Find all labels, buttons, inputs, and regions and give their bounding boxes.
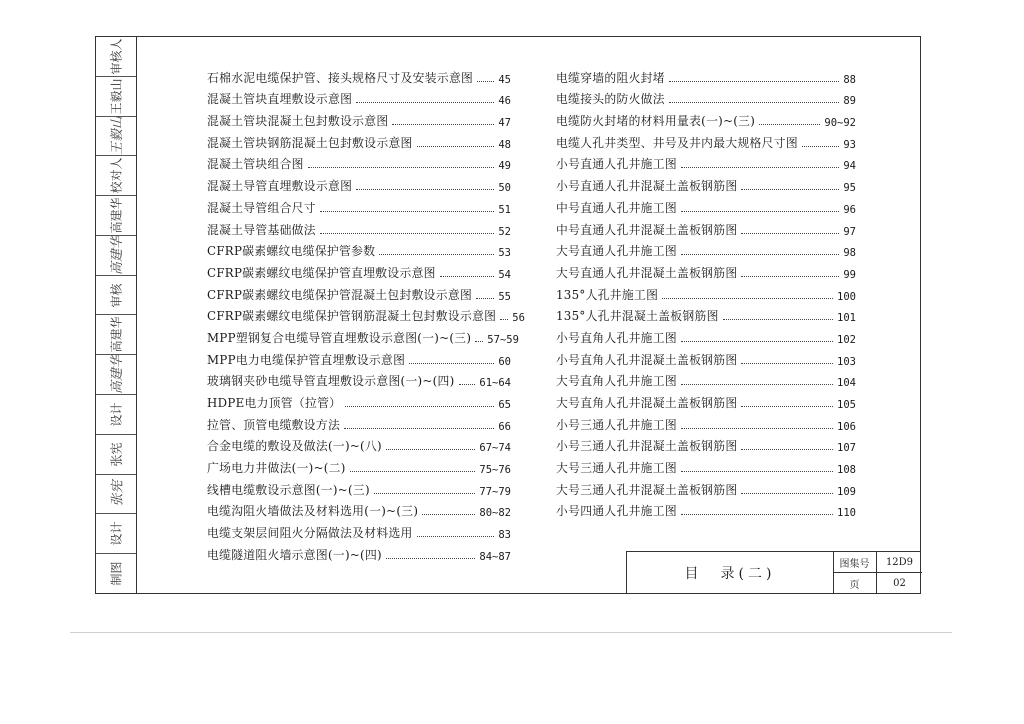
approval-cell <box>96 395 136 435</box>
approval-cell <box>96 554 136 593</box>
toc-entry <box>207 346 511 368</box>
toc-entry-page: 48 <box>498 138 511 151</box>
toc-entry-title: 小号三通人孔井混凝土盖板钢筋图 <box>556 439 738 454</box>
dot-leader <box>741 363 833 364</box>
dot-leader <box>681 471 833 472</box>
dot-leader <box>392 124 494 125</box>
dot-leader <box>386 558 475 559</box>
title-block <box>626 551 921 594</box>
dot-leader <box>417 146 495 147</box>
dot-leader <box>409 363 494 364</box>
toc-entry-title: 135°人孔井混凝土盖板钢筋图 <box>556 309 719 324</box>
dot-leader <box>741 449 833 450</box>
toc-entry-title: 电缆人孔井类型、井号及井内最大规格尺寸图 <box>556 135 798 150</box>
toc-entry <box>207 541 511 563</box>
toc-entry <box>556 324 856 346</box>
toc-entry <box>207 107 511 129</box>
toc-entry-title: 线槽电缆敷设示意图(一)~(三) <box>207 482 370 497</box>
toc-entry-page: 99 <box>843 268 856 281</box>
toc-entry <box>556 129 856 151</box>
toc-left-column <box>207 64 525 563</box>
dot-leader <box>681 514 833 515</box>
toc-entry <box>556 411 856 433</box>
dot-leader <box>669 81 839 82</box>
approval-label: 高建华 <box>109 197 124 234</box>
toc-entry-title: CFRP碳素螺纹电缆保护管钢筋混凝土包封敷设示意图 <box>207 309 497 324</box>
toc-entry-title: 混凝土管块钢筋混凝土包封敷设示意图 <box>207 135 413 150</box>
toc-entry-page: 98 <box>843 247 856 260</box>
toc-entry-title: 中号直通人孔井施工图 <box>556 200 677 215</box>
toc-entry <box>207 172 511 194</box>
toc-entry <box>207 238 511 260</box>
toc-entry <box>207 433 511 455</box>
toc-entry-page: 61~64 <box>479 377 511 390</box>
approval-label: 设计 <box>109 521 124 546</box>
dot-leader <box>459 384 476 385</box>
sheet-title: 目 录(二) <box>627 552 834 594</box>
dot-leader <box>350 471 476 472</box>
approval-cell <box>96 37 136 77</box>
approval-cell <box>96 276 136 316</box>
toc-entry-page: 101 <box>837 312 856 325</box>
dot-leader <box>741 189 839 190</box>
approval-label: 王毅山 <box>109 78 124 115</box>
approval-cell <box>96 315 136 355</box>
toc-entry-title: 石棉水泥电缆保护管、接头规格尺寸及安装示意图 <box>207 70 474 85</box>
dot-leader <box>345 406 494 407</box>
toc-entry <box>556 107 856 129</box>
dot-leader <box>320 211 494 212</box>
toc-entry <box>556 433 856 455</box>
toc-entry-page: 106 <box>837 420 856 433</box>
toc-entry-page: 49 <box>498 160 511 173</box>
toc-entry <box>207 368 511 390</box>
toc-entry-title: MPP塑钢复合电缆导管直埋敷设示意图(一)~(三) <box>207 330 472 345</box>
toc-entry-title: 电缆防火封堵的材料用量表(一)~(三) <box>556 114 756 129</box>
toc-entry-title: 大号三通人孔井混凝土盖板钢筋图 <box>556 482 738 497</box>
toc-entry-title: CFRP碳素螺纹电缆保护管直埋敷设示意图 <box>207 265 436 280</box>
approval-cell <box>96 117 136 157</box>
page-number: 02 <box>893 578 906 589</box>
toc-entry-title: 大号直通人孔井混凝土盖板钢筋图 <box>556 265 738 280</box>
toc-entry-title: 混凝土管块组合图 <box>207 157 304 172</box>
toc-entry-title: 小号四通人孔井施工图 <box>556 504 677 519</box>
toc-entry <box>556 216 856 238</box>
toc-entry <box>207 303 525 325</box>
toc-entry-page: 109 <box>837 485 856 498</box>
toc-entry-page: 90~92 <box>824 117 856 130</box>
dot-leader <box>500 319 508 320</box>
toc-entry-page: 46 <box>498 95 511 108</box>
toc-entry-page: 53 <box>498 247 511 260</box>
dot-leader <box>681 167 839 168</box>
atlas-info <box>833 552 922 594</box>
dot-leader <box>669 102 839 103</box>
dot-leader <box>344 428 494 429</box>
dot-leader <box>723 319 833 320</box>
toc-entry-title: CFRP碳素螺纹电缆保护管混凝土包封敷设示意图 <box>207 287 473 302</box>
toc-entry-title: 混凝土导管组合尺寸 <box>207 200 316 215</box>
toc-entry-title: 135°人孔井施工图 <box>556 287 659 302</box>
toc-entry <box>207 86 511 108</box>
approval-cell <box>96 475 136 515</box>
toc-entry-title: MPP电力电缆保护管直埋敷设示意图 <box>207 352 406 367</box>
toc-entry-page: 47 <box>498 117 511 130</box>
toc-entry <box>207 194 511 216</box>
toc-entry-page: 110 <box>837 507 856 520</box>
approval-cell <box>96 77 136 117</box>
toc-entry-page: 83 <box>498 529 511 542</box>
toc-entry-page: 65 <box>498 399 511 411</box>
toc-entry-page: 45 <box>498 73 511 86</box>
toc-entry-page: 56 <box>512 312 525 325</box>
toc-entry-page: 84~87 <box>479 550 511 563</box>
toc-entry-title: 合金电缆的敷设及做法(一)~(八) <box>207 439 382 454</box>
toc-entry <box>556 172 856 194</box>
toc-entry-title: 小号直通人孔井混凝土盖板钢筋图 <box>556 179 738 194</box>
toc-entry <box>207 519 511 541</box>
toc-entry-page: 77~79 <box>479 485 511 498</box>
dot-leader <box>741 233 839 234</box>
toc-entry-page: 55 <box>498 290 511 303</box>
dot-leader <box>417 536 495 537</box>
dot-leader <box>379 254 494 255</box>
toc-entry <box>207 151 511 173</box>
toc-entry-title: 小号直通人孔井施工图 <box>556 157 677 172</box>
toc-entry-page: 97 <box>843 225 856 238</box>
toc-entry-page: 108 <box>837 464 856 477</box>
dot-leader <box>476 298 494 299</box>
dot-leader <box>741 493 833 494</box>
toc-entry-title: 混凝土管块直埋敷设示意图 <box>207 92 353 107</box>
toc-entry <box>556 64 856 86</box>
toc-entry-page: 105 <box>837 399 856 411</box>
toc-entry <box>556 151 856 173</box>
toc-entry-title: 电缆接头的防火做法 <box>556 92 665 107</box>
approval-label: 设计 <box>109 402 124 427</box>
dot-leader <box>681 384 833 385</box>
dot-leader <box>681 254 839 255</box>
toc-entry <box>207 454 511 476</box>
toc-entry-page: 93 <box>843 138 856 151</box>
toc-entry <box>207 216 511 238</box>
toc-entry-title: 小号直角人孔井混凝土盖板钢筋图 <box>556 352 738 367</box>
atlas-number: 12D9 <box>877 552 922 573</box>
toc-entry <box>556 259 856 281</box>
toc-entry <box>556 281 856 303</box>
signature: 王毅山 <box>110 116 126 156</box>
signature: 张宪 <box>110 480 126 507</box>
toc-entry-page: 66 <box>498 420 511 433</box>
dot-leader <box>386 449 475 450</box>
toc-entry-title: 电缆穿墙的阻火封堵 <box>556 70 665 85</box>
toc-entry <box>556 86 856 108</box>
toc-entry-title: 电缆沟阻火墙做法及材料选用(一)~(三) <box>207 504 419 519</box>
toc-entry-page: 103 <box>837 355 856 368</box>
toc-entry-title: HDPE电力顶管（拉管） <box>207 396 342 410</box>
toc-entry-page: 94 <box>843 160 856 173</box>
toc-entry <box>556 498 856 520</box>
toc-entry-page: 96 <box>843 203 856 216</box>
approval-cell <box>96 435 136 475</box>
page-label: 页 <box>833 573 877 594</box>
approval-label: 制图 <box>109 561 124 586</box>
dot-leader <box>440 276 495 277</box>
toc-entry-title: 电缆隧道阻火墙示意图(一)~(四) <box>207 547 382 562</box>
toc-entry <box>556 238 856 260</box>
toc-entry-title: 混凝土导管基础做法 <box>207 222 316 237</box>
toc-entry-page: 50 <box>498 182 511 195</box>
dot-leader <box>477 81 494 82</box>
approval-cell <box>96 355 136 395</box>
approval-label: 张宪 <box>109 442 124 467</box>
toc-entry-page: 52 <box>498 225 511 238</box>
dot-leader <box>475 341 483 342</box>
dot-leader <box>374 493 476 494</box>
toc-entry-title: 电缆支架层间阻火分隔做法及材料选用 <box>207 526 413 541</box>
toc-entry-title: 广场电力井做法(一)~(二) <box>207 461 346 476</box>
signature: 高建华 <box>110 235 126 275</box>
approval-cell <box>96 156 136 196</box>
approval-column <box>95 36 137 594</box>
dot-leader <box>741 406 833 407</box>
atlas-number-label: 图集号 <box>833 552 877 573</box>
scan-edge-line <box>70 632 952 633</box>
toc-entry-page: 67~74 <box>479 442 511 455</box>
toc-entry <box>207 259 511 281</box>
toc-entry-page: 107 <box>837 442 856 455</box>
dot-leader <box>308 167 495 168</box>
toc-entry-title: CFRP碳素螺纹电缆保护管参数 <box>207 244 376 259</box>
toc-entry-title: 混凝土导管直埋敷设示意图 <box>207 179 353 194</box>
toc-entry <box>207 129 511 151</box>
toc-entry-page: 95 <box>843 182 856 195</box>
toc-entry <box>556 194 856 216</box>
approval-label: 校对人 <box>109 157 124 194</box>
toc-entry <box>556 454 856 476</box>
toc-entry-title: 拉管、顶管电缆敷设方法 <box>207 417 341 432</box>
toc-entry <box>207 64 511 86</box>
dot-leader <box>681 341 833 342</box>
toc-entry-page: 54 <box>498 268 511 281</box>
toc-entry-title: 大号直通人孔井施工图 <box>556 244 677 259</box>
dot-leader <box>422 514 475 515</box>
toc-entry <box>207 389 511 411</box>
toc-entry-page: 100 <box>837 290 856 303</box>
dot-leader <box>681 428 833 429</box>
dot-leader <box>320 233 494 234</box>
dot-leader <box>759 124 820 125</box>
toc-entry <box>556 476 856 498</box>
toc-entry <box>556 368 856 390</box>
toc-entry <box>207 476 511 498</box>
toc-entry <box>556 303 856 325</box>
approval-cell <box>96 196 136 236</box>
approval-label: 审核人 <box>109 38 124 75</box>
toc-entry <box>556 346 856 368</box>
dot-leader <box>356 102 494 103</box>
toc-entry-title: 混凝土管块混凝土包封敷设示意图 <box>207 114 389 129</box>
dot-leader <box>802 146 839 147</box>
toc-entry-page: 104 <box>837 377 856 390</box>
dot-leader <box>662 298 833 299</box>
approval-label: 高建华 <box>109 316 124 353</box>
toc-entry-title: 大号直角人孔井混凝土盖板钢筋图 <box>556 396 738 410</box>
toc-entry-page: 88 <box>843 73 856 86</box>
toc-entry-page: 80~82 <box>479 507 511 520</box>
toc-entry-page: 89 <box>843 95 856 108</box>
dot-leader <box>356 189 494 190</box>
approval-cell <box>96 236 136 276</box>
toc-entry-title: 小号三通人孔井施工图 <box>556 417 677 432</box>
signature: 高建华 <box>110 355 126 395</box>
toc-entry-page: 102 <box>837 333 856 346</box>
approval-cell <box>96 514 136 554</box>
toc-entry <box>556 389 856 411</box>
toc-entry-title: 大号三通人孔井施工图 <box>556 461 677 476</box>
toc-entry-title: 玻璃钢夹砂电缆导管直埋敷设示意图(一)~(四) <box>207 374 455 389</box>
toc-entry <box>207 411 511 433</box>
toc-entry <box>207 324 519 346</box>
toc-entry-page: 60 <box>498 355 511 368</box>
dot-leader <box>741 276 839 277</box>
toc-right-column <box>556 64 856 519</box>
toc-entry-page: 57~59 <box>487 333 519 346</box>
toc-entry-title: 中号直通人孔井混凝土盖板钢筋图 <box>556 222 738 237</box>
toc-entry-page: 75~76 <box>479 464 511 477</box>
approval-label: 审核 <box>109 283 124 308</box>
toc-entry-title: 大号直角人孔井施工图 <box>556 374 677 389</box>
toc-entry-title: 小号直角人孔井施工图 <box>556 330 677 345</box>
toc-entry-page: 51 <box>498 203 511 216</box>
dot-leader <box>681 211 839 212</box>
toc-entry <box>207 281 511 303</box>
toc-entry <box>207 498 511 520</box>
